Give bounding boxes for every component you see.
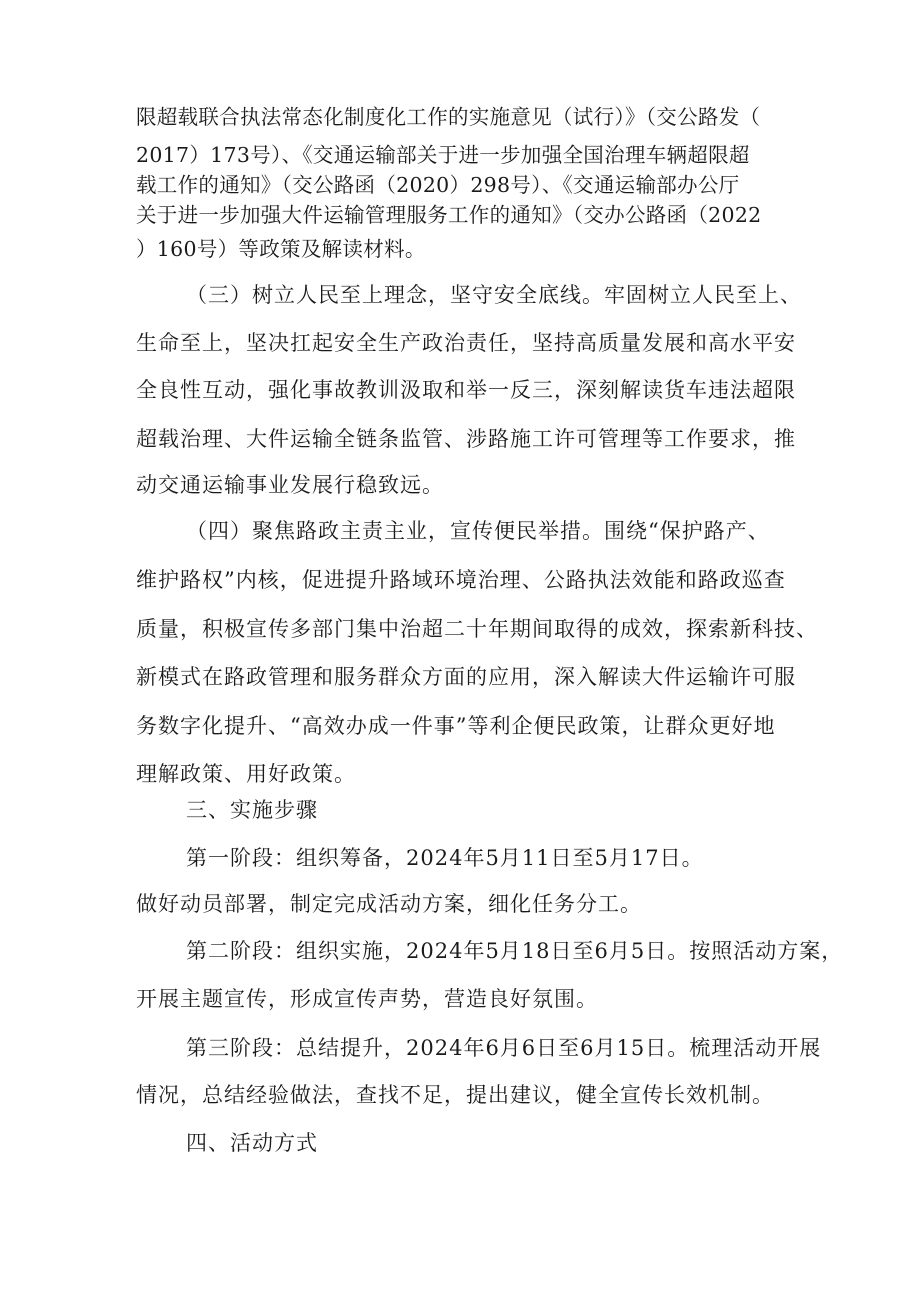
stage-1-detail: 做好动员部署，制定完成活动方案，细化任务分工。 [136,892,642,916]
stage-1-line: 第一阶段：组织筹备，2024年5月11日至5月17日。 [186,846,704,870]
policy-reference-line: 载工作的通知》（交公路函（2020）298号）、《交通运输部办公厅 [136,173,740,197]
heading-implementation-steps: 三、实施步骤 [186,798,318,822]
section-3-line: 全良性互动，强化事故教训汲取和举一反三，深刻解读货车违法超限 [136,378,796,402]
section-3-line: （三）树立人民至上理念，坚守安全底线。牢固树立人民至上、 [186,283,802,307]
policy-reference-line: 限超载联合执法常态化制度化工作的实施意见（试行）》（交公路发（ [136,105,761,129]
section-3-line: 生命至上，坚决扛起安全生产政治责任，坚持高质量发展和高水平安 [136,331,796,355]
section-4-line: 质量，积极宣传多部门集中治超二十年期间取得的成效，探索新科技、 [136,617,818,641]
heading-activity-methods: 四、活动方式 [186,1131,318,1155]
section-4-line: 理解政策、用好政策。 [136,762,356,786]
stage-2-line: 开展主题宣传，形成宣传声势，营造良好氛围。 [136,987,598,1011]
policy-reference-line: 关于进一步加强大件运输管理服务工作的通知》（交办公路函（2022 [136,203,762,227]
section-4-line: （四）聚焦路政主责主业，宣传便民举措。围绕“保护路产、 [186,519,770,543]
section-3-line: 动交通运输事业发展行稳致远。 [136,473,444,497]
section-3-line: 超载治理、大件运输全链条监管、涉路施工许可管理等工作要求，推 [136,427,796,451]
policy-reference-line: 2017）173号）、《交通运输部关于进一步加强全国治理车辆超限超 [136,143,750,167]
stage-2-line: 第二阶段：组织实施，2024年5月18日至6月5日。按照活动方案， [186,939,844,963]
stage-3-line: 第三阶段：总结提升，2024年6月6日至6月15日。梳理活动开展 [186,1036,822,1060]
section-4-line: 维护路权”内核，促进提升路域环境治理、公路执法效能和路政巡查 [136,568,786,592]
policy-reference-line: ）160号）等政策及解读材料。 [136,237,426,261]
section-4-line: 务数字化提升、“高效办成一件事”等利企便民政策，让群众更好地 [136,714,776,738]
stage-3-line: 情况，总结经验做法，查找不足，提出建议，健全宣传长效机制。 [136,1083,774,1107]
section-4-line: 新模式在路政管理和服务群众方面的应用，深入解读大件运输许可服 [136,665,796,689]
